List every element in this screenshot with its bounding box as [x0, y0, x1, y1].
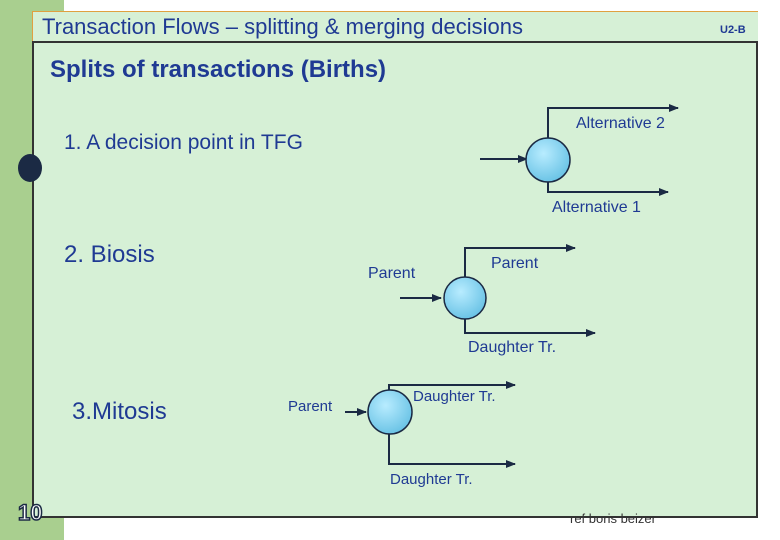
- mitosis-node: [368, 390, 412, 434]
- decision-node: [526, 138, 570, 182]
- page-number: 10: [18, 500, 43, 525]
- mitosis-daughter-top-label: Daughter Tr.: [413, 388, 496, 405]
- item-decision-point: 1. A decision point in TFG: [64, 131, 303, 154]
- biosis-node: [444, 277, 486, 319]
- biosis-parent-in-label: Parent: [368, 265, 416, 282]
- mitosis-parent-label: Parent: [288, 398, 333, 415]
- biosis-daughter-label: Daughter Tr.: [468, 339, 557, 356]
- decision-bottom-arrow: [548, 180, 668, 192]
- item-mitosis: 3.Mitosis: [72, 398, 167, 425]
- alternative-1-label: Alternative 1: [552, 199, 641, 216]
- alternative-2-label: Alternative 2: [576, 115, 665, 132]
- reference-note: ref boris beizer: [570, 511, 656, 526]
- slide-id: U2-B: [720, 24, 746, 36]
- mitosis-bottom-arrow: [389, 432, 515, 464]
- biosis-parent-top-label: Parent: [491, 255, 539, 272]
- slide-subtitle: Splits of transactions (Births): [50, 56, 387, 83]
- mitosis-daughter-bottom-label: Daughter Tr.: [390, 471, 473, 488]
- slide-title: Transaction Flows – splitting & merging decisions: [42, 14, 523, 39]
- item-biosis: 2. Biosis: [64, 241, 155, 268]
- biosis-bottom-arrow: [465, 318, 595, 333]
